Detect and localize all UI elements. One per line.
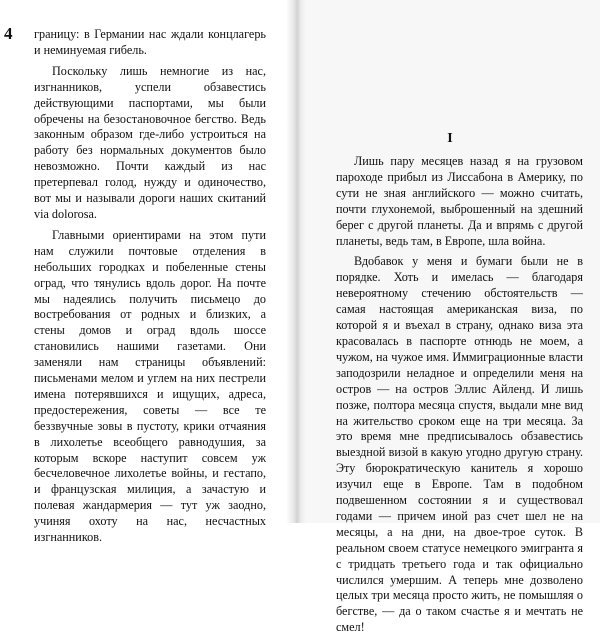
left-page-text [34,27,266,546]
book-gutter [286,0,306,523]
page-number: 4 [4,24,13,43]
paragraph: Вдобавок у меня и бумаги были не в порядке. Хоть и имелась — благодаря невероятному стечению обстоятельств — самая настоящая американская виза, по которой я и въехал в страну, однако виза эта красовалась в паспорте отнюдь не моем, а чужом, на чужое имя. Иммиграционные власти заподозрили неладное и определили меня на остров — на остров Эллис Айленд. И лишь позже, полтора месяца спустя, выдали мне вид на жительство сроком еще на три месяца. За это время мне предписывалось обзавестись выездной визой в какую угодно другую страну. Эту бюрократическую канитель я хорошо изучил еще в Европе. Там в подобном подвешенном состоянии я и существовал годами — причем иной раз счет шел не на месяцы, а на дни, на двое-трое суток. В реальном своем статусе немецкого эмигранта я с тридцать третьего года и так официально числился умершим. А теперь мне дозволено целых три месяца просто жить, не помышляя о бегстве, — да о таком счастье я и мечтать не смел! [336,254,583,635]
right-page-text [336,154,583,636]
paragraph: Поскольку лишь немногие из нас, изгнанников, успели обзавестись действующими паспортами, мы были обречены на безостановочное бегство. Ведь законным образом где-либо устроиться на работу без нормальных документов было невозможно. Почти каждый из нас претерпевал голод, нужду и одиночество, вот мы и называли дороги наших скитаний via dolorosa. [34,63,266,221]
paragraph: границу: в Германии нас ждали концлагерь и неминуемая гибель. [34,27,266,57]
paragraph: Лишь пару месяцев назад я на грузовом пароходе прибыл из Лиссабона в Америку, по сути не зная английского — можно считать, почти глухонемой, выброшенный на здешний берег с другой планеты. Да и впрямь с другой планеты, ведь там, в Европе, шла война. [336,154,583,248]
paragraph: Главными ориентирами на этом пути нам служили почтовые отделения в небольших городках и побеленные стены оград, что тянулись вдоль дорог. На почте мы надеялись получить письмецо до востребования от родных и близких, а стены домов и оград вдоль шоссе становились нашими газетами. Они заменяли нам страницы объявлений: письменами мелом и углем на них пестрели имена потерявшихся и ищущих, адреса, предостережения, советы — все те беззвучные зовы в пустоту, крики отчаяния в лихолетье всеобщего равнодушия, за которым вскоре наступит совсем уж бесчеловечное лихолетье войны, и гестапо, и французская милиция, а зачастую и полевая жандармерия — тут уж заодно, учиняя охоту на нас, несчастных изгнанников. [34,227,266,545]
chapter-heading: I [447,131,453,146]
